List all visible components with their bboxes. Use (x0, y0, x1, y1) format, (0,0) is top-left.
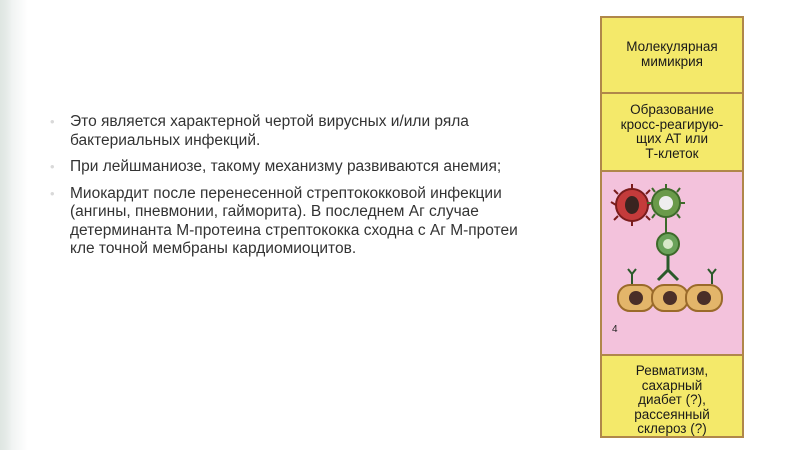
bullet-3-line-1: Миокардит после перенесенной стрептококковой инфекции (70, 184, 502, 202)
bacterium-icon (611, 184, 653, 226)
panel-title-box (602, 18, 742, 94)
panel-title-line-1: Молекулярная (626, 39, 718, 54)
panel-diseases-line-2: сахарный (641, 377, 703, 393)
bullet-item-2 (50, 158, 610, 177)
bullet-dot-icon: • (50, 114, 55, 129)
bullet-2-line-1: При лейшманиозе, такому механизму развиваются анемия; (70, 158, 502, 175)
panel-diseases-line-5: склероз (?) (637, 421, 707, 436)
panel-mechanism-line-4: Т-клеток (645, 145, 699, 161)
panel-diseases-box (602, 356, 742, 438)
cardiomyocyte-icon (618, 285, 722, 311)
left-edge-shadow-inner (0, 0, 12, 450)
bullet-3-line-4: кле точной мембраны кардиомиоцитов. (70, 240, 357, 257)
antibody-icon (628, 222, 716, 284)
t-cell-icon (647, 184, 685, 222)
cell-illustration (602, 172, 742, 356)
bullet-1-line-1: Это является характерной чертой вирусных и/или ряла (70, 113, 469, 130)
panel-title-line-2: мимикрия (641, 53, 703, 69)
panel-diseases-line-3: диабет (?), (638, 392, 706, 407)
bullet-item-3 (50, 185, 610, 259)
panel-mechanism-line-3: щих АТ или (635, 131, 709, 146)
panel-diseases-line-1: Ревматизм, (635, 363, 709, 378)
mechanism-panel (600, 16, 744, 438)
bullet-1-line-2: бактериальных инфекций. (70, 131, 261, 149)
bullet-dot-icon: • (50, 185, 55, 201)
bullet-3-line-3: детерминанта М-протеина стрептококка сходна с Аг М-протеи (70, 221, 518, 239)
panel-mechanism-box (602, 94, 742, 172)
bullet-3-line-2: (ангины, пневмонии, гайморита). В последнем Аг случае (70, 203, 479, 220)
panel-mechanism-line-1: Образование (630, 102, 714, 117)
bullet-list (50, 113, 610, 267)
bullet-dot-icon: • (50, 159, 55, 174)
panel-number: 4 (612, 324, 618, 335)
panel-diseases-line-4: рассеянный (634, 406, 710, 422)
panel-mechanism-line-2: кросс-реагирую- (620, 116, 724, 132)
panel-illustration-box (602, 172, 742, 356)
bullet-item-1 (50, 113, 610, 150)
